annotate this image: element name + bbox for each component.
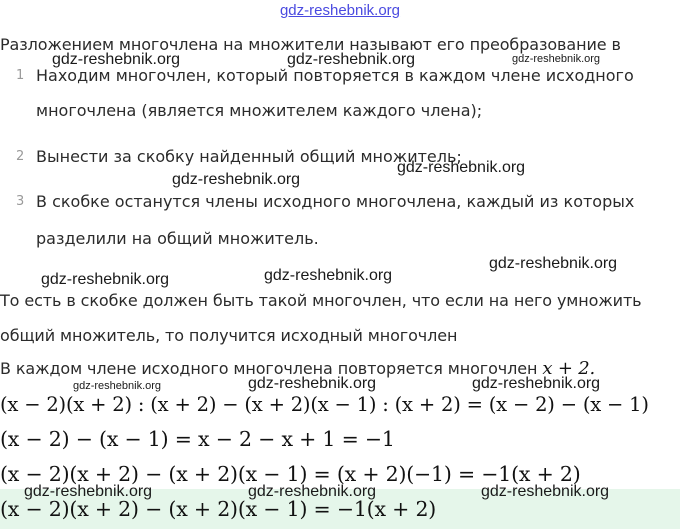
watermark: gdz-reshebnik.org <box>73 380 162 392</box>
watermark: gdz-reshebnik.org <box>489 255 618 272</box>
step-number: 1 <box>16 68 25 83</box>
watermark: gdz-reshebnik.org <box>397 159 526 176</box>
equation-3: (x − 2)(x + 2) − (x + 2)(x − 1) = (x + 2)(−1) = −1(x + 2) <box>0 462 581 486</box>
step-number: 2 <box>16 149 25 164</box>
step-3-line-1: В скобке останутся члены исходного многочлена, каждый из которых <box>36 192 635 211</box>
observation-text: В каждом члене исходного многочлена повторяется многочлен <box>0 359 543 378</box>
watermark: gdz-reshebnik.org <box>41 271 170 288</box>
step-2-line-1: Вынести за скобку найденный общий множитель; <box>36 147 462 166</box>
watermark: gdz-reshebnik.org <box>52 51 181 68</box>
answer-equation: (x − 2)(x + 2) − (x + 2)(x − 1) = −1(x + 2) <box>0 497 437 521</box>
explanation-line-2: общий множитель, то получится исходный многочлен <box>0 326 458 345</box>
step-number: 3 <box>16 194 25 209</box>
watermark: gdz-reshebnik.org <box>264 267 393 284</box>
step-1-line-1: Находим многочлен, который повторяется в каждом члене исходного <box>36 66 634 85</box>
observation-math: x + 2. <box>542 358 595 379</box>
watermark: gdz-reshebnik.org <box>472 375 601 392</box>
step-3-line-2: разделили на общий множитель. <box>36 229 319 248</box>
site-link[interactable]: gdz-reshebnik.org <box>279 2 401 19</box>
watermark: gdz-reshebnik.org <box>512 53 601 65</box>
watermark: gdz-reshebnik.org <box>481 483 610 500</box>
equation-2: (x − 2) − (x − 1) = x − 2 − x + 1 = −1 <box>0 427 395 451</box>
step-1-line-2: многочлена (является множителем каждого члена); <box>36 101 483 120</box>
watermark: gdz-reshebnik.org <box>248 483 377 500</box>
explanation-line-1: То есть в скобке должен быть такой многочлен, что если на него умножить <box>0 291 642 310</box>
watermark: gdz-reshebnik.org <box>24 483 153 500</box>
watermark: gdz-reshebnik.org <box>248 375 377 392</box>
intro-text: Разложением многочлена на множители называют его преобразование в <box>0 35 621 54</box>
watermark: gdz-reshebnik.org <box>287 51 416 68</box>
equation-1: (x − 2)(x + 2) : (x + 2) − (x + 2)(x − 1) : (x + 2) = (x − 2) − (x − 1) <box>0 393 649 416</box>
watermark: gdz-reshebnik.org <box>172 171 301 188</box>
